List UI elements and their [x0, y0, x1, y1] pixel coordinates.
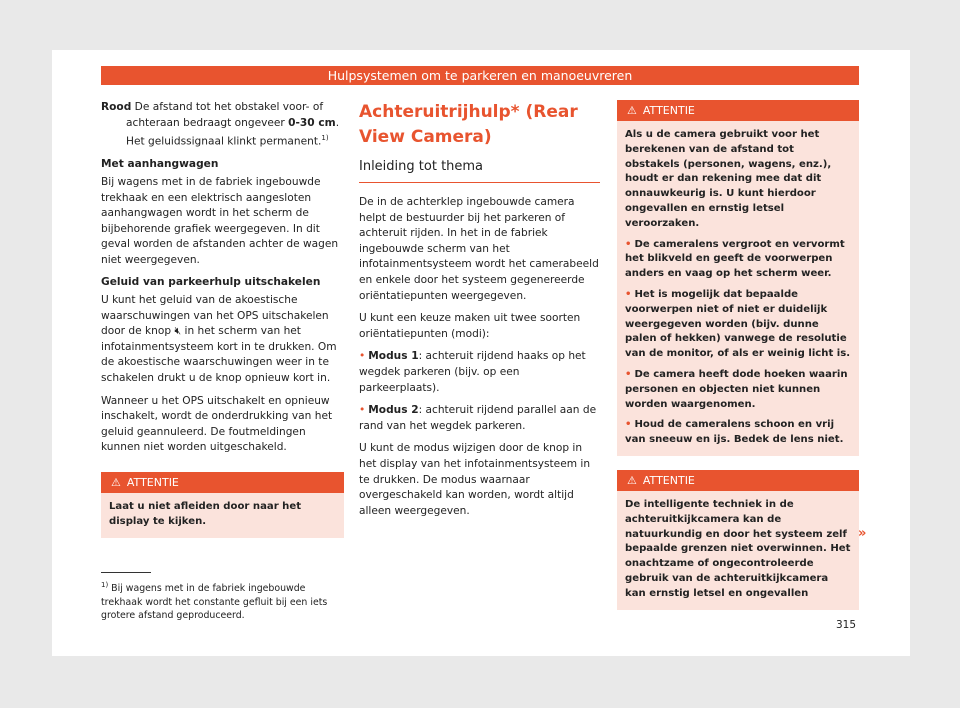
- speaker-mute-icon: 🔇︎: [174, 325, 182, 338]
- warning-triangle-icon: ⚠︎: [627, 104, 637, 117]
- mode1-label: Modus 1: [368, 350, 419, 363]
- warning-box-technique: [617, 470, 859, 610]
- sound-text-a: U kunt het geluid van de akoestische waarschuwingen van het OPS uitschakelen door de knop: [101, 294, 329, 338]
- change-mode-paragraph: U kunt de modus wijzigen door de knop in het display van het infotainmentsysteem in te drukken. De modus waarnaar overgeschakeld kan worden, wordt altijd alleen weergegeven.: [359, 442, 591, 517]
- page-header: Hulpsystemen om te parkeren en manoeuvreren: [101, 66, 859, 85]
- modes-paragraph: U kunt een keuze maken uit twee soorten oriëntatiepunten (modi):: [359, 312, 581, 340]
- footnote-text: Bij wagens met in de fabriek ingebouwde trekhaak wordt het constante gefluit bij een iets grotere afstand geproduceerd.: [101, 583, 328, 622]
- rood-label: Rood: [101, 101, 132, 113]
- bullet-icon: •: [625, 368, 632, 380]
- warning-title: ATTENTIE: [126, 476, 179, 489]
- restart-text: Wanneer u het OPS uitschakelt en opnieuw inschakelt, wordt de onderdrukking van het geluid geannuleerd. De foutmeldingen kunnen niet worden uitgeschakeld.: [101, 394, 333, 454]
- warning-header: [101, 472, 344, 493]
- warning-body: [617, 121, 859, 456]
- bullet-icon: •: [625, 419, 632, 431]
- warning-bullet-text: De cameralens vergroot en vervormt het blikveld en geeft de voorwerpen anders en vaag op het scherm weer.: [625, 238, 845, 280]
- warning-bullet: [625, 238, 851, 282]
- section-title: Achteruitrijhulp* (Rear View Camera): [359, 102, 578, 147]
- rood-text: De afstand tot het obstakel voor- of achteraan bedraagt ongeveer: [126, 101, 324, 129]
- warning-triangle-icon: ⚠︎: [111, 476, 121, 489]
- mode1-item: [359, 349, 600, 396]
- warning-text: Laat u niet afleiden door naar het display te kijken.: [101, 493, 344, 538]
- warning-bullet-text: Houd de cameralens schoon en vrij van sneeuw en ijs. Bedek de lens niet.: [625, 419, 844, 446]
- warning-header: [617, 470, 859, 491]
- warning-title: ATTENTIE: [642, 104, 695, 117]
- warning-bullet: [625, 288, 851, 362]
- sound-text-b: in het scherm van het infotainmentsysteem kort in te drukken. Om de akoestische waarschuwingen weer in te schakelen drukt u de knop opnieuw kort in.: [101, 325, 337, 385]
- continue-arrow-icon: »: [858, 526, 867, 541]
- warning-box-camera: [617, 100, 859, 456]
- bullet-icon: •: [359, 404, 366, 417]
- warning-box-left: [101, 472, 344, 538]
- footnote-divider: [101, 572, 151, 573]
- footnote-mark: 1): [101, 581, 109, 589]
- bullet-icon: •: [625, 238, 632, 250]
- footnote-ref: 1): [321, 134, 329, 143]
- column-left: [101, 100, 344, 538]
- mode1-text: : achteruit rijdend haaks op het wegdek parkeren (bijv. op een parkeerplaats).: [359, 350, 586, 394]
- sound-paragraph: [101, 293, 344, 387]
- page-number: 315: [836, 619, 857, 631]
- rood-value: 0-30 cm: [288, 116, 336, 129]
- warning-bullet-text: Het is mogelijk dat bepaalde voorwerpen niet of niet er duidelijk weergegeven worden (bijv. dunne palen of hekken) vanwege de resolutie van de monitor, of als er weinig licht is.: [625, 288, 851, 360]
- intro-paragraph: De in de achterklep ingebouwde camera helpt de bestuurder bij het parkeren of achteruit rijden. In het in de fabriek ingebouwde scherm van het infotainmentsysteem wordt het camerabeeld en enkele door het systeem gegenereerde oriëntatiepunten weergegeven.: [359, 196, 599, 302]
- warning-bullet: [625, 368, 851, 412]
- warning-header: [617, 100, 859, 121]
- bullet-icon: •: [359, 350, 366, 363]
- mode2-item: [359, 403, 600, 434]
- sound-heading: Geluid van parkeerhulp uitschakelen: [101, 276, 321, 289]
- column-right: [617, 100, 859, 610]
- rood-text-2: . Het geluidssignaal klinkt permanent.: [126, 116, 340, 148]
- warning-triangle-icon: ⚠︎: [627, 473, 637, 487]
- bullet-icon: •: [625, 288, 632, 300]
- section-subtitle: Inleiding tot thema: [359, 158, 600, 183]
- mode2-label: Modus 2: [368, 404, 419, 417]
- mode2-text: : achteruit rijdend parallel aan de rand van het wegdek parkeren.: [359, 404, 597, 432]
- column-middle: [359, 100, 600, 526]
- trailer-text: Bij wagens met in de fabriek ingebouwde trekhaak en een elektrisch aangesloten aanhangwagen wordt in het scherm de bijbehorende grafiek weergegeven. In dit geval worden de afstanden achter de wagen niet weergegeven.: [101, 175, 339, 266]
- warning-bullet-text: De camera heeft dode hoeken waarin personen en objecten niet kunnen worden waargenomen.: [625, 368, 848, 410]
- warning-bullet: [625, 418, 851, 448]
- warning-text: De intelligente techniek in de achteruitkijkcamera kan de natuurkundig en door het systeem zelf bepaalde grenzen niet overwinnen. Het onachtzame of ongecontroleerde gebruik van de achteruitkijkcamera kan ernstig letsel en ongevallen: [617, 491, 859, 610]
- footnote: [101, 579, 344, 623]
- trailer-heading: Met aanhangwagen: [101, 158, 219, 171]
- warning-title: ATTENTIE: [642, 473, 695, 487]
- warning-intro: Als u de camera gebruikt voor het berekenen van de afstand tot obstakels (personen, wagens, enz.), houdt er dan rekening mee dat dit onnauwkeurig is. U kunt hierdoor ongevallen en ernstig letsel veroorzaken.: [625, 129, 832, 229]
- rood-paragraph: [101, 100, 344, 150]
